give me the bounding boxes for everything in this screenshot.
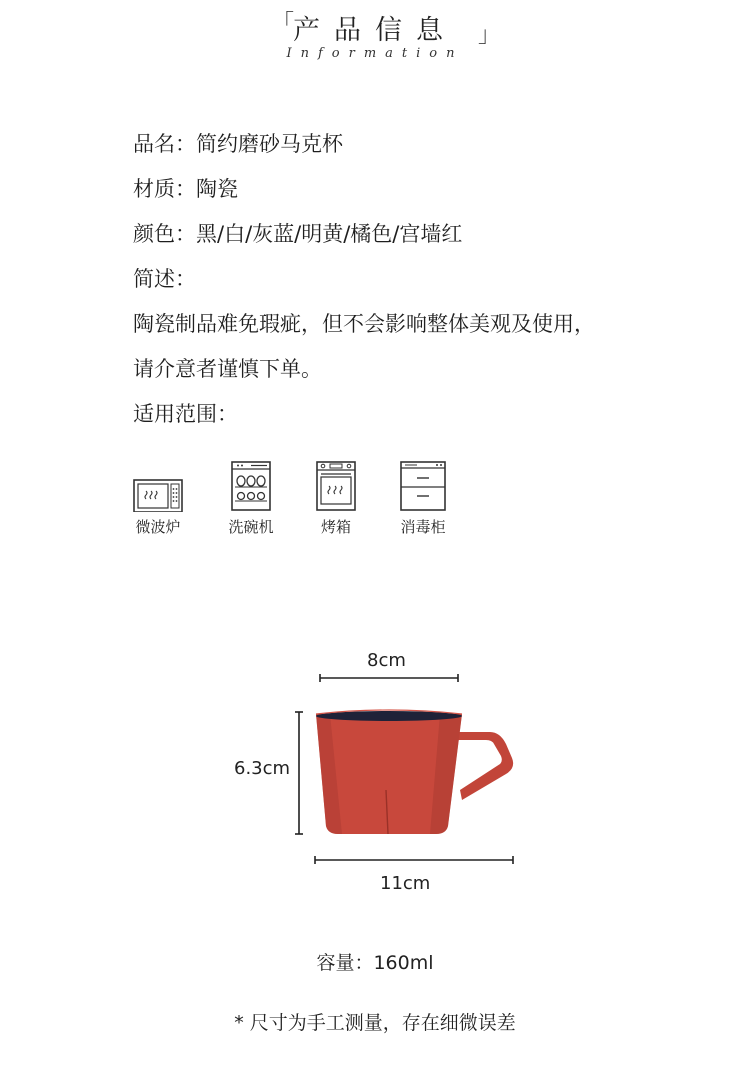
section-subtitle: Information [286,46,464,61]
usage-item-microwave [118,460,198,537]
mug-dimensions-diagram [0,640,750,900]
mug-illustration [0,640,750,900]
bottom-measure-line [315,856,513,864]
dim-bottom-width: 11cm [380,873,431,894]
usage-item-dishwasher [211,460,291,537]
dim-top-width: 8cm [367,650,406,671]
info-desc-line1: 陶瓷制品难免瑕疵，但不会影响整体美观及使用， [133,312,595,336]
info-desc-label: 简述： [133,267,196,291]
height-measure-line [295,712,303,834]
usage-item-disinfection-cabinet [383,460,463,537]
usage-label-dishwasher: 洗碗机 [228,518,274,536]
dishwasher-icon [225,460,277,512]
oven-icon [310,460,362,512]
info-colors: 颜色：黑/白/灰蓝/明黄/橘色/宫墙红 [133,222,463,246]
info-material: 材质：陶瓷 [133,177,238,201]
product-info [133,122,693,437]
microwave-icon [132,460,184,512]
measurement-note: * 尺寸为手工测量，存在细微误差 [234,1012,516,1034]
usage-label-disinfection-cabinet: 消毒柜 [400,518,446,536]
bracket-right: 」 [478,23,501,48]
section-header [0,0,750,80]
usage-label-microwave: 微波炉 [135,518,181,536]
bracket-left: 「 [272,11,295,36]
usage-scope [0,460,750,550]
section-title: 产品信息 [293,15,457,46]
info-name: 品名：简约磨砂马克杯 [133,132,343,156]
info-desc-line2: 请介意者谨慎下单。 [133,357,322,381]
usage-label-oven: 烤箱 [320,518,351,536]
usage-item-oven [296,460,376,537]
capacity-text: 容量：160ml [316,952,434,974]
dim-height: 6.3cm [234,758,291,779]
disinfection-cabinet-icon [397,460,449,512]
top-measure-line [320,674,458,682]
info-scope-label: 适用范围： [133,402,238,426]
mug-handle [450,732,513,800]
